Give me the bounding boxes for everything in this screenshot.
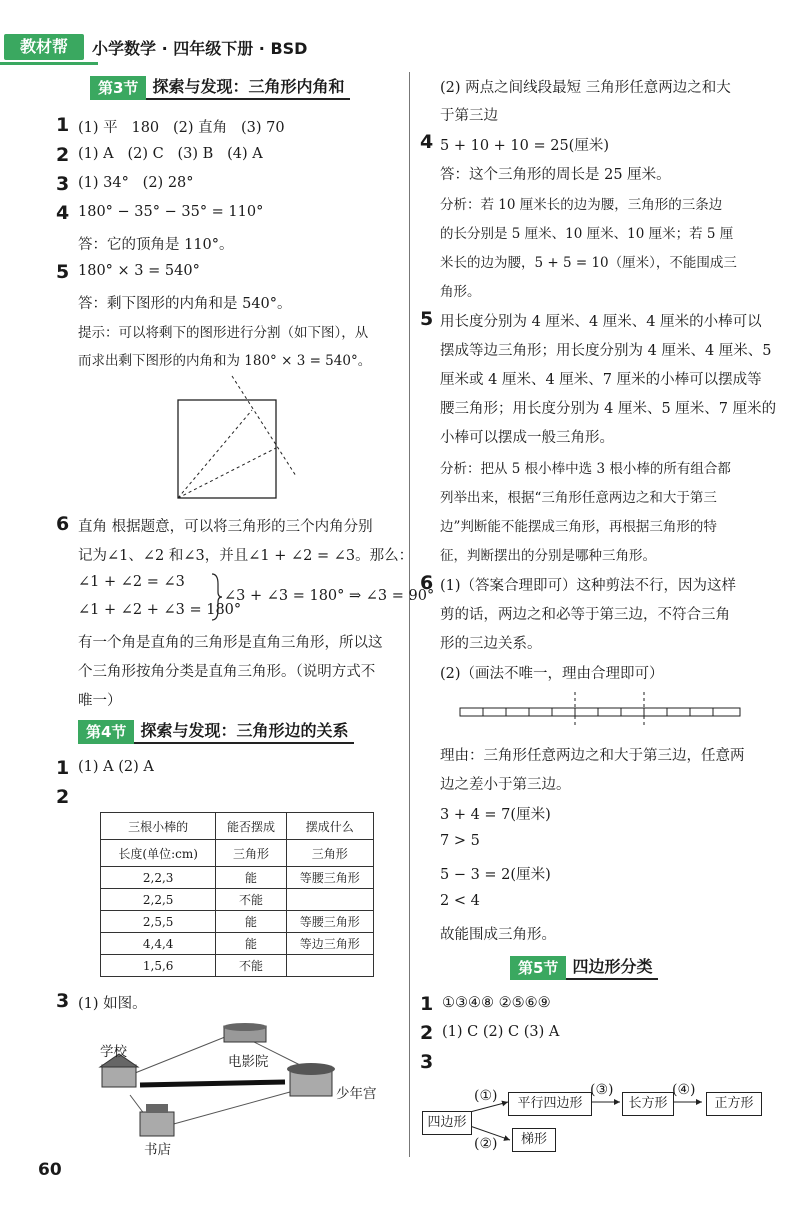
- section-tag: 第4节: [78, 720, 134, 744]
- section-tag: 第3节: [90, 76, 146, 100]
- section-title: 探索与发现：三角形内角和: [146, 76, 350, 100]
- answer-line: 2 < 4: [440, 893, 480, 909]
- page-number: 60: [38, 1160, 62, 1180]
- table-cell: 2,2,5: [101, 889, 216, 911]
- section-title: 探索与发现：三角形边的关系: [134, 720, 354, 744]
- analysis-line: 征，判断摆出的分别是哪种三角形。: [440, 548, 656, 564]
- table-header: 摆成什么: [286, 813, 373, 840]
- table-row: [101, 933, 374, 955]
- blank-label: (③): [590, 1082, 614, 1098]
- section-3-heading: [90, 76, 350, 100]
- answer-line: 唯一）: [78, 693, 122, 709]
- question-number: 4: [420, 131, 434, 153]
- map-label-school: 学校: [100, 1044, 127, 1060]
- analysis-line: 边”判断能不能摆成三角形，再根据三角形的特: [440, 519, 717, 535]
- blank-label: (①): [474, 1088, 498, 1104]
- answer-line: 3 + 4 = 7(厘米): [440, 807, 551, 823]
- answer-line: 5 + 10 + 10 = 25(厘米): [440, 138, 609, 154]
- table-row: [101, 813, 374, 840]
- table-cell: [286, 889, 373, 911]
- table-cell: 能: [216, 933, 286, 955]
- palace-icon: [287, 1063, 335, 1096]
- segmented-stick-figure: [458, 690, 748, 730]
- answer-line: 记为∠1、∠2 和∠3，并且∠1 + ∠2 = ∠3。那么：: [78, 548, 414, 564]
- question-number: 1: [56, 757, 70, 779]
- question-number: 3: [56, 990, 70, 1012]
- answer-line: 答：它的顶角是 110°。: [78, 237, 234, 253]
- node-trapezoid: 梯形: [512, 1128, 556, 1152]
- answer-line: (2) 两点之间线段最短 三角形任意两边之和大: [440, 80, 731, 96]
- answer-line: (1) 如图。: [78, 996, 147, 1012]
- question-number: 2: [56, 144, 70, 166]
- question-number: 5: [56, 261, 70, 283]
- table-cell: 4,4,4: [101, 933, 216, 955]
- answer-line: 故能围成三角形。: [440, 927, 556, 943]
- answer-line: (1) C (2) C (3) A: [442, 1024, 560, 1040]
- bookstore-icon: [140, 1104, 174, 1136]
- section-4-heading: [78, 720, 354, 744]
- question-number: 6: [420, 572, 434, 594]
- answer-line: 小棒可以摆成一般三角形。: [440, 430, 614, 446]
- node-rectangle: 长方形: [622, 1092, 674, 1116]
- map-label-cinema: 电影院: [228, 1054, 269, 1070]
- question-number: 5: [420, 308, 434, 330]
- table-cell: 能: [216, 867, 286, 889]
- analysis-line: 列举出来，根据“三角形任意两边之和大于第三: [440, 490, 717, 506]
- table-cell: 2,2,3: [101, 867, 216, 889]
- table-row: [101, 840, 374, 867]
- question-number: 1: [420, 993, 434, 1015]
- equation: ∠1 + ∠2 = ∠3: [78, 574, 185, 590]
- answer-line: 直角 根据题意，可以将三角形的三个内角分别: [78, 519, 373, 535]
- analysis-line: 分析：若 10 厘米长的边为腰，三角形的三条边: [440, 197, 723, 213]
- equation: ∠3 + ∠3 = 180° ⇒ ∠3 = 90°: [224, 588, 435, 604]
- question-number: 3: [420, 1051, 434, 1073]
- answer-line: 7 > 5: [440, 833, 480, 849]
- section-5-heading: [510, 956, 658, 980]
- table-cell: 能: [216, 911, 286, 933]
- table-cell: 1,5,6: [101, 955, 216, 977]
- question-number: 6: [56, 513, 70, 535]
- answer-line: 理由：三角形任意两边之和大于第三边，任意两: [440, 748, 745, 764]
- triangle-table: [100, 812, 374, 977]
- answer-line: (2)（画法不唯一，理由合理即可）: [440, 666, 664, 682]
- analysis-line: 角形。: [440, 284, 481, 300]
- header-rule: [0, 62, 98, 65]
- node-quadrilateral: 四边形: [422, 1111, 472, 1135]
- square-division-figure: [170, 372, 310, 512]
- brace: [210, 572, 224, 622]
- answer-line: (1) 平 180 (2) 直角 (3) 70: [78, 120, 285, 136]
- answer-line: 答：剩下图形的内角和是 540°。: [78, 296, 292, 312]
- map-label-palace: 少年宫: [336, 1086, 377, 1102]
- blank-label: (②): [474, 1136, 498, 1152]
- answer-line: 180° × 3 = 540°: [78, 263, 200, 279]
- analysis-line: 的长分别是 5 厘米、10 厘米、10 厘米；若 5 厘: [440, 226, 734, 242]
- section-title: 四边形分类: [566, 956, 658, 980]
- table-cell: [286, 955, 373, 977]
- cinema-icon: [223, 1023, 267, 1042]
- answer-line: 厘米或 4 厘米、4 厘米、7 厘米的小棒可以摆成等: [440, 372, 762, 388]
- table-cell: 等腰三角形: [286, 911, 373, 933]
- question-number: 3: [56, 173, 70, 195]
- table-row: [101, 955, 374, 977]
- answer-line: 边之差小于第三边。: [440, 777, 571, 793]
- section-tag: 第5节: [510, 956, 566, 980]
- answer-line: 形的三边关系。: [440, 636, 542, 652]
- answer-line: (1)（答案合理即可）这种剪法不行，因为这样: [440, 578, 737, 594]
- node-parallelogram: 平行四边形: [508, 1092, 592, 1116]
- table-header: 三角形: [286, 840, 373, 867]
- table-row: [101, 911, 374, 933]
- answer-line: 剪的话，两边之和必等于第三边，不符合三角: [440, 607, 730, 623]
- table-header: 长度(单位:cm): [101, 840, 216, 867]
- hint-line: 而求出剩下图形的内角和为 180° × 3 = 540°。: [78, 353, 372, 369]
- map-label-bookstore: 书店: [144, 1142, 171, 1158]
- analysis-line: 米长的边为腰，5 + 5 = 10（厘米），不能围成三: [440, 255, 737, 271]
- question-number: 1: [56, 114, 70, 136]
- answer-line: 用长度分别为 4 厘米、4 厘米、4 厘米的小棒可以: [440, 314, 762, 330]
- node-square: 正方形: [706, 1092, 762, 1116]
- answer-line: (1) A (2) A: [78, 759, 154, 775]
- table-row: [101, 867, 374, 889]
- table-cell: 不能: [216, 889, 286, 911]
- answer-line: ①③④⑧ ②⑤⑥⑨: [442, 995, 551, 1011]
- equation: ∠1 + ∠2 + ∠3 = 180°: [78, 602, 242, 618]
- table-header: 三角形: [216, 840, 286, 867]
- answer-line: 答：这个三角形的周长是 25 厘米。: [440, 167, 671, 183]
- answer-line: 摆成等边三角形；用长度分别为 4 厘米、4 厘米、5: [440, 343, 772, 359]
- answer-line: 腰三角形；用长度分别为 4 厘米、5 厘米、7 厘米的: [440, 401, 777, 417]
- brand-badge: 教材帮: [4, 34, 84, 60]
- book-title: 小学数学 · 四年级下册 · BSD: [92, 39, 308, 58]
- table-cell: 2,5,5: [101, 911, 216, 933]
- answer-line: 180° − 35° − 35° = 110°: [78, 204, 264, 220]
- answer-line: (1) 34° (2) 28°: [78, 175, 194, 191]
- answer-line: 于第三边: [440, 108, 498, 124]
- blank-label: (④): [672, 1082, 696, 1098]
- question-number: 2: [420, 1022, 434, 1044]
- answer-line: 个三角形按角分类是直角三角形。（说明方式不: [78, 664, 376, 680]
- hint-line: 提示：可以将剩下的图形进行分割（如下图），从: [78, 325, 369, 341]
- table-header: 能否摆成: [216, 813, 286, 840]
- table-header: 三根小棒的: [101, 813, 216, 840]
- table-cell: 等腰三角形: [286, 867, 373, 889]
- question-number: 4: [56, 202, 70, 224]
- question-number: 2: [56, 786, 70, 808]
- analysis-line: 分析：把从 5 根小棒中选 3 根小棒的所有组合都: [440, 461, 731, 477]
- table-row: [101, 889, 374, 911]
- answer-line: (1) A (2) C (3) B (4) A: [78, 146, 263, 162]
- answer-line: 有一个角是直角的三角形是直角三角形，所以这: [78, 635, 383, 651]
- table-cell: 不能: [216, 955, 286, 977]
- table-cell: 等边三角形: [286, 933, 373, 955]
- column-divider: [409, 72, 410, 1157]
- answer-line: 5 − 3 = 2(厘米): [440, 867, 551, 883]
